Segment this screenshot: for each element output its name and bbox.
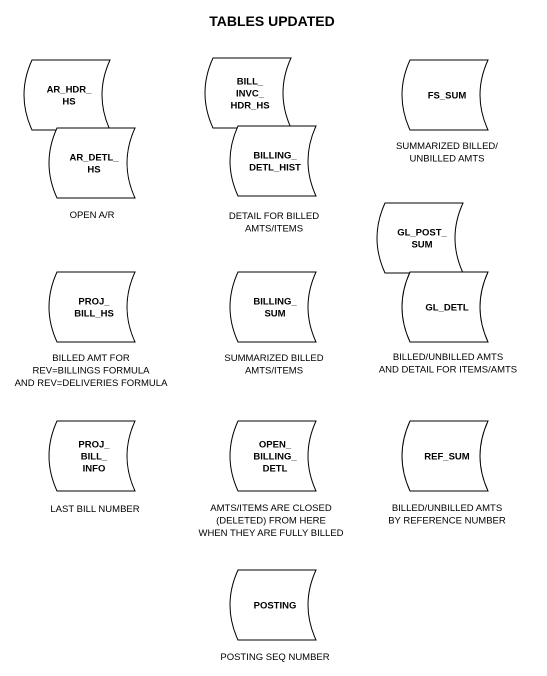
caption-line: UNBILLED AMTS (409, 153, 485, 165)
table-shape-proj-bill-info (49, 421, 135, 491)
caption-line: BILLED/UNBILLED AMTS (391, 503, 503, 514)
caption-line: POSTING SEQ NUMBER (220, 652, 330, 663)
caption-detail-billed (229, 211, 319, 235)
table-name-line: BILL_ (236, 76, 264, 88)
table-name-line: DETL_HIST (249, 162, 301, 174)
table-shape-billing-detl-hist (230, 126, 316, 196)
table-shape-ar-hdr-hs (24, 60, 110, 130)
table-name-line: BILL_ (80, 451, 108, 463)
table-shape-billing-sum (230, 272, 316, 342)
caption-billed-by-ref (388, 503, 506, 527)
caption-summarized-billed (224, 353, 323, 377)
table-name-line: BILLING_ (253, 451, 297, 463)
diagram-title: TABLES UPDATED (209, 13, 335, 29)
caption-line: SUMMARIZED BILLED/ (396, 141, 498, 152)
table-name-line: HS (62, 96, 76, 108)
table-shape-bill-invc-hdr-hs (205, 58, 291, 128)
table-name-line: FS_SUM (427, 90, 467, 102)
table-shape-ar-detl-hs (49, 128, 135, 198)
table-shape-open-billing-detl (230, 421, 316, 491)
table-shape-fs-sum (402, 60, 488, 130)
table-name-line: GL_POST_ (397, 227, 447, 239)
table-name-line: POSTING (253, 600, 297, 612)
caption-last-bill-number (50, 504, 139, 515)
caption-summarized-billed-unbilled (396, 141, 498, 165)
caption-line: BY REFERENCE NUMBER (388, 515, 506, 527)
caption-line: BILLED/UNBILLED AMTS (392, 352, 504, 363)
table-name-line: OPEN_ (258, 439, 292, 451)
table-name-line: SUM (264, 308, 286, 320)
table-name-line: BILLING_ (253, 150, 297, 162)
caption-amts-closed (198, 503, 343, 539)
caption-line: LAST BILL NUMBER (50, 504, 140, 515)
caption-line: WHEN THEY ARE FULLY BILLED (198, 528, 344, 539)
caption-billed-unbilled-detail (379, 352, 517, 376)
table-shape-ref-sum (402, 421, 488, 491)
caption-line: AND DETAIL FOR ITEMS/AMTS (378, 364, 518, 376)
table-name-line: REF_SUM (424, 451, 470, 463)
table-name-line: SUM (411, 239, 433, 251)
caption-line: AMTS/ITEMS (244, 365, 304, 377)
table-name-line: GL_DETL (425, 302, 469, 314)
table-shape-gl-post-sum (377, 203, 463, 273)
table-name-line: AR_HDR_ (46, 84, 92, 96)
table-shape-posting (230, 570, 316, 640)
table-name-line: PROJ_ (78, 439, 110, 451)
table-name-line: HS (87, 164, 101, 176)
table-name-line: BILL_HS (74, 308, 114, 320)
table-shape-proj-bill-hs (49, 272, 135, 342)
caption-line: SUMMARIZED BILLED (224, 353, 324, 364)
table-name-line: INVC_ (236, 88, 264, 100)
table-shape-gl-detl (402, 272, 488, 342)
table-name-line: BILLING_ (253, 296, 297, 308)
table-name-line: HDR_HS (230, 100, 270, 112)
caption-line: AMTS/ITEMS ARE CLOSED (210, 503, 332, 514)
table-name-line: AR_DETL_ (69, 152, 119, 164)
caption-line: (DELETED) FROM HERE (216, 515, 326, 527)
caption-line: DETAIL FOR BILLED (228, 211, 320, 222)
caption-billed-amt-for (15, 353, 168, 389)
table-name-line: PROJ_ (78, 296, 110, 308)
caption-line: BILLED AMT FOR (52, 353, 130, 364)
caption-posting-seq (220, 652, 329, 663)
caption-line: AMTS/ITEMS (244, 223, 304, 235)
caption-line: AND REV=DELIVERIES FORMULA (14, 378, 168, 389)
caption-line: OPEN A/R (69, 210, 115, 221)
table-name-line: DETL (262, 463, 288, 475)
caption-open-ar (70, 210, 115, 221)
table-name-line: INFO (82, 463, 106, 475)
caption-line: REV=BILLINGS FORMULA (32, 365, 150, 377)
